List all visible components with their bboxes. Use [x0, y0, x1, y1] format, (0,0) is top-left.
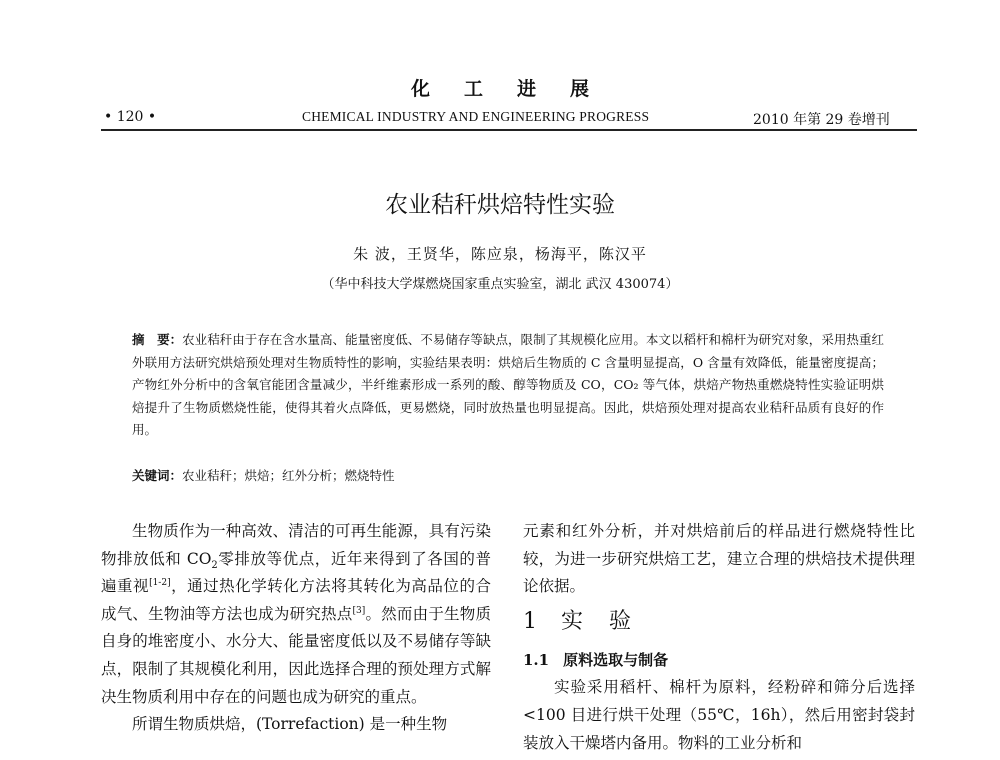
paragraph	[101, 518, 491, 711]
text-run: 零排放等优点，近年来得到了各国的普遍重视	[101, 549, 491, 596]
abstract-label: 摘 要：	[132, 332, 183, 347]
paper-title: 农业秸秆烘焙特性实验	[385, 192, 615, 218]
paragraph: 实验采用稻杆、棉杆为原料，经粉碎和筛分后选择<100 目进行烘干处理（55℃，16h），然后用密封袋封装放入干燥塔内备用。物料的工业分析和	[523, 678, 915, 752]
affiliation: （华中科技大学煤燃烧国家重点实验室，湖北 武汉 430074）	[321, 277, 679, 292]
journal-title-en: CHEMICAL INDUSTRY AND ENGINEERING PROGRESS	[302, 109, 650, 124]
subsection-number: 1.1	[523, 650, 550, 669]
citation[interactable]: [1-2]	[149, 578, 171, 589]
page-number: • 120 •	[104, 109, 157, 125]
journal-title-cn: 化工进展	[410, 78, 623, 100]
section-title: 实 验	[561, 608, 634, 634]
subscript: 2	[211, 559, 218, 571]
section-heading	[523, 607, 915, 637]
text-run: 生物质作为一种高效、清洁的可再生能源，具有污染物排放低和 CO	[101, 522, 491, 568]
citation[interactable]: [3]	[352, 605, 366, 616]
keywords-label: 关键词：	[132, 468, 183, 483]
text-run: 。然而由于生物质自身的堆密度小、水分大、能量密度低以及不易储存等缺点，限制了其规模化利用，因此选择合理的预处理方式解决生物质利用中存在的问题也成为研究的重点。	[101, 604, 491, 706]
header-rule	[101, 129, 917, 131]
subsection-heading	[523, 647, 915, 675]
abstract	[132, 329, 884, 442]
paragraph: 元素和红外分析，并对烘焙前后的样品进行燃烧特性比较，为进一步研究烘焙工艺，建立合理的烘焙技术提供理论依据。	[523, 522, 915, 596]
keywords-text: 农业秸秆；烘焙；红外分析；燃烧特性	[182, 468, 395, 483]
issue-info: 2010 年第 29 卷增刊	[753, 112, 890, 128]
text-run: ，通过热化学转化方法将其转化为高品位的合成气、生物油等方法也成为研究热点	[101, 577, 491, 623]
author-list: 朱 波，王贤华，陈应泉，杨海平，陈汉平	[353, 245, 647, 263]
abstract-text: 农业秸秆由于存在含水量高、能量密度低、不易储存等缺点，限制了其规模化应用。本文以稻杆和棉杆为研究对象，采用热重红外联用方法研究烘焙预处理对生物质特性的影响，实验结果表明：烘焙后生物质的 C 含量明显提高，O 含量有效降低，能量密度提高；产物红外分析中的含氧官能团含量减少，半纤维素形成一系列的酸、醇等物质及 CO，CO₂ 等气体，烘焙产物热重燃烧特性实验证明烘焙提升了生物质燃烧性能，使得其着火点降低，更易燃烧，同时放热量也明显提高。因此，烘焙预处理对提高农业秸秆品质有良好的作用。	[132, 332, 884, 437]
paragraph: 所谓生物质烘焙，(Torrefaction) 是一种生物	[132, 715, 448, 734]
keywords	[132, 465, 884, 487]
section-number: 1	[523, 608, 539, 634]
body-column-left	[101, 518, 491, 739]
body-column-right	[523, 518, 915, 757]
subsection-title: 原料选取与制备	[563, 650, 669, 669]
